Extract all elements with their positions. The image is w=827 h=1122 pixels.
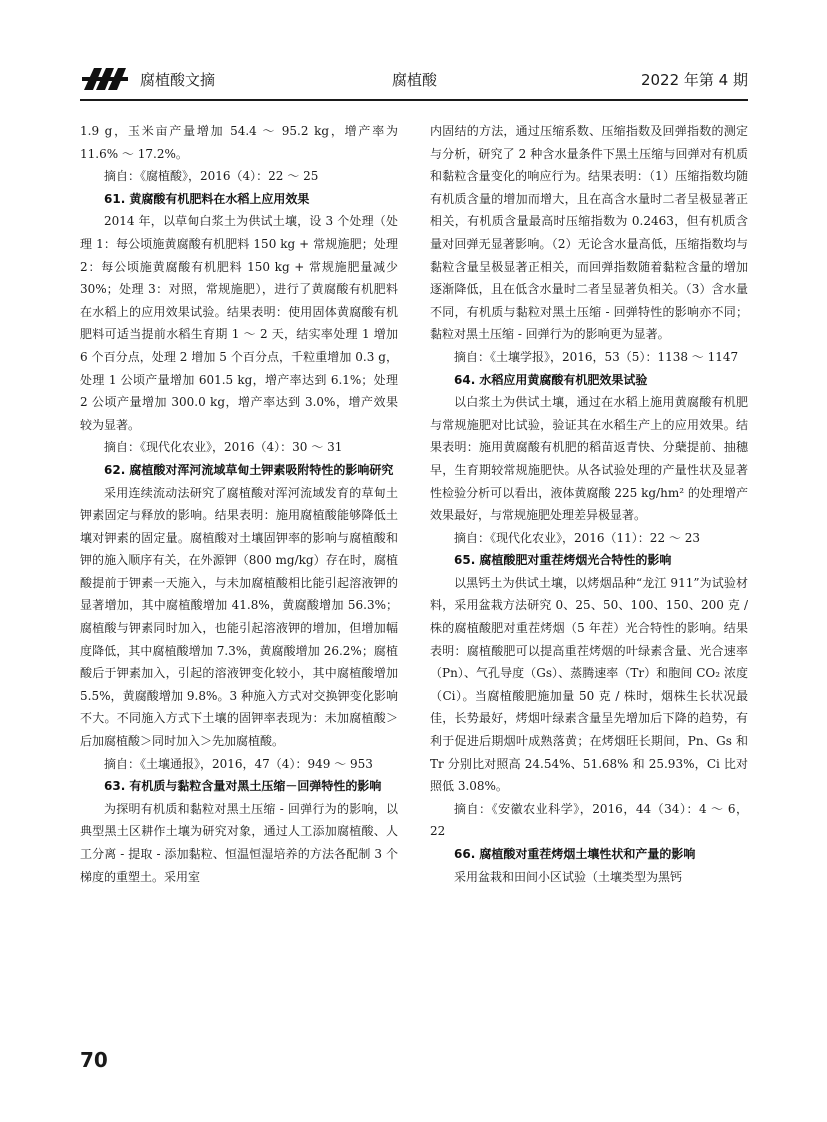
paragraph: 2014 年，以草甸白浆土为供试土壤，设 3 个处理（处理 1：每公顷施黄腐酸有机肥料 150 kg + 常规施肥；处理 2：每公顷施黄腐酸有机肥料 150 kg + 常规施肥量减少 30%；处理 3：对照，常规施肥），进行了黄腐酸有机肥料在水稻上的应用效果试验。结果表明：使用固体黄腐酸有机肥料可适当提前水稻生育期 1 ～ 2 天，结实率处理 1 增加 6 个百分点，处理 2 增加 5 个百分点，千粒重增加 0.3 g，处理 1 公顷产量增加 601.5 kg，增产率达到 6.1%；处理 2 公顷产量增加 300.0 kg，增产率达到 3.0%，增产效果较为显著。 xyxy=(80,214,398,432)
paragraph: 摘自：《土壤通报》，2016，47（4）：949 ～ 953 xyxy=(104,756,373,771)
paragraph: 内固结的方法，通过压缩系数、压缩指数及回弹指数的测定与分析，研究了 2 种含水量条件下黑土压缩与回弹对有机质和黏粒含量变化的响应行为。结果表明：（1）压缩指数均随有机质含量的增加而增大，且在高含水量时二者呈极显著正相关，有机质含量最高时压缩指数为 0.2463，但有机质含量对回弹无显著影响。（2）无论含水量高低，压缩指数均与黏粒含量呈极显著正相关，而回弹指数随着黏粒含量的增加逐渐降低，且在低含水量时二者呈显著负相关。（3）含水量不同，有机质与黏粒对黑土压缩 - 回弹特性的影响亦不同；黏粒对黑土压缩 - 回弹行为的影响更为显著。 xyxy=(430,124,748,342)
article-heading: 62. 腐植酸对浑河流域草甸土钾素吸附特性的影响研究 xyxy=(104,462,394,477)
paragraph: 以黑钙土为供试土壤，以烤烟品种“龙江 911”为试验材料，采用盆栽方法研究 0、25、50、100、150、200 克 / 株的腐植酸肥对重茬烤烟（5 年茬）光合特性的影响。结果表明：腐植酸肥可以提高重茬烤烟的叶绿素含量、光合速率（Pn）、气孔导度（Gs）、蒸腾速率（Tr）和胞间 CO₂ 浓度（Ci）。当腐植酸肥施加量 50 克 / 株时，烟株生长状况最佳，长势最好，烤烟叶绿素含量呈先增加后下降的趋势，有利于促进后期烟叶成熟落黄；在烤烟旺长期间，Pn、Gs 和 Tr 分别比对照高 24.54%、51.68% 和 25.93%，Ci 比对照低 3.08%。 xyxy=(430,575,748,794)
paragraph: 摘自：《现代化农业》，2016（11）：22 ～ 23 xyxy=(454,530,700,545)
header-rule xyxy=(80,99,748,101)
page-header xyxy=(80,62,748,98)
article-heading: 65. 腐植酸肥对重茬烤烟光合特性的影响 xyxy=(454,553,672,568)
header-section-title: 腐植酸文摘 xyxy=(140,71,216,89)
right-column xyxy=(430,120,748,888)
header-issue: 2022 年第 4 期 xyxy=(640,71,748,89)
paragraph: 摘自：《土壤学报》，2016，53（5）：1138 ～ 1147 xyxy=(454,349,739,364)
article-heading: 64. 水稻应用黄腐酸有机肥效果试验 xyxy=(454,372,648,387)
article-heading: 61. 黄腐酸有机肥料在水稻上应用效果 xyxy=(104,191,310,206)
paragraph: 以白浆土为供试土壤，通过在水稻上施用黄腐酸有机肥与常规施肥对比试验，验证其在水稻生产上的应用效果。结果表明：施用黄腐酸有机肥的稻苗返青快、分蘖提前、抽穗早，生育期较常规施肥快。从各试验处理的产量性状及显著性检验分析可以看出，液体黄腐酸 225 kg/hm² 的处理增产效果最好，与常规施肥处理差异极显著。 xyxy=(430,395,748,523)
journal-logo-icon xyxy=(80,64,130,94)
left-column xyxy=(80,120,398,888)
paragraph: 1.9 g，玉米亩产量增加 54.4 ～ 95.2 kg，增产率为 11.6% ～ 17.2%。 xyxy=(80,124,398,161)
paragraph: 摘自：《腐植酸》，2016（4）：22 ～ 25 xyxy=(104,169,319,184)
paragraph: 采用盆栽和田间小区试验（土壤类型为黑钙 xyxy=(454,869,683,884)
article-heading: 66. 腐植酸对重茬烤烟土壤性状和产量的影响 xyxy=(454,847,696,861)
header-journal-title: 腐植酸 xyxy=(392,71,438,89)
article-heading: 63. 有机质与黏粒含量对黑土压缩－回弹特性的影响 xyxy=(104,779,382,794)
paragraph: 摘自：《现代化农业》，2016（4）：30 ～ 31 xyxy=(104,440,343,455)
page-number: 70 xyxy=(80,1048,108,1072)
paragraph: 为探明有机质和黏粒对黑土压缩 - 回弹行为的影响，以典型黑土区耕作土壤为研究对象，通过人工添加腐植酸、人工分离 - 提取 - 添加黏粒、恒温恒湿培养的方法各配制 3 个梯度的重塑土。采用室 xyxy=(80,801,398,884)
paragraph: 采用连续流动法研究了腐植酸对浑河流域发育的草甸土钾素固定与释放的影响。结果表明：施用腐植酸能够降低土壤对钾素的固定量。腐植酸对土壤固钾率的影响与腐植酸和钾的施入顺序有关，在外源钾（800 mg/kg）存在时，腐植酸提前于钾素一天施入，与未加腐植酸相比能引起溶液钾的显著增加，其中腐植酸增加 41.8%，黄腐酸增加 56.3%；腐植酸与钾素同时加入，也能引起溶液钾的增加，但增加幅度降低，其中腐植酸增加 7.3%，黄腐酸增加 26.2%；腐植酸后于钾素加入，引起的溶液钾变化较小，其中腐植酸增加 5.5%，黄腐酸增加 9.8%。3 种施入方式对交换钾变化影响不大。不同施入方式下土壤的固钾率表现为：未加腐植酸＞后加腐植酸＞同时加入＞先加腐植酸。 xyxy=(80,485,398,749)
paragraph: 摘自：《安徽农业科学》，2016，44（34）：4 ～ 6，22 xyxy=(430,801,748,839)
